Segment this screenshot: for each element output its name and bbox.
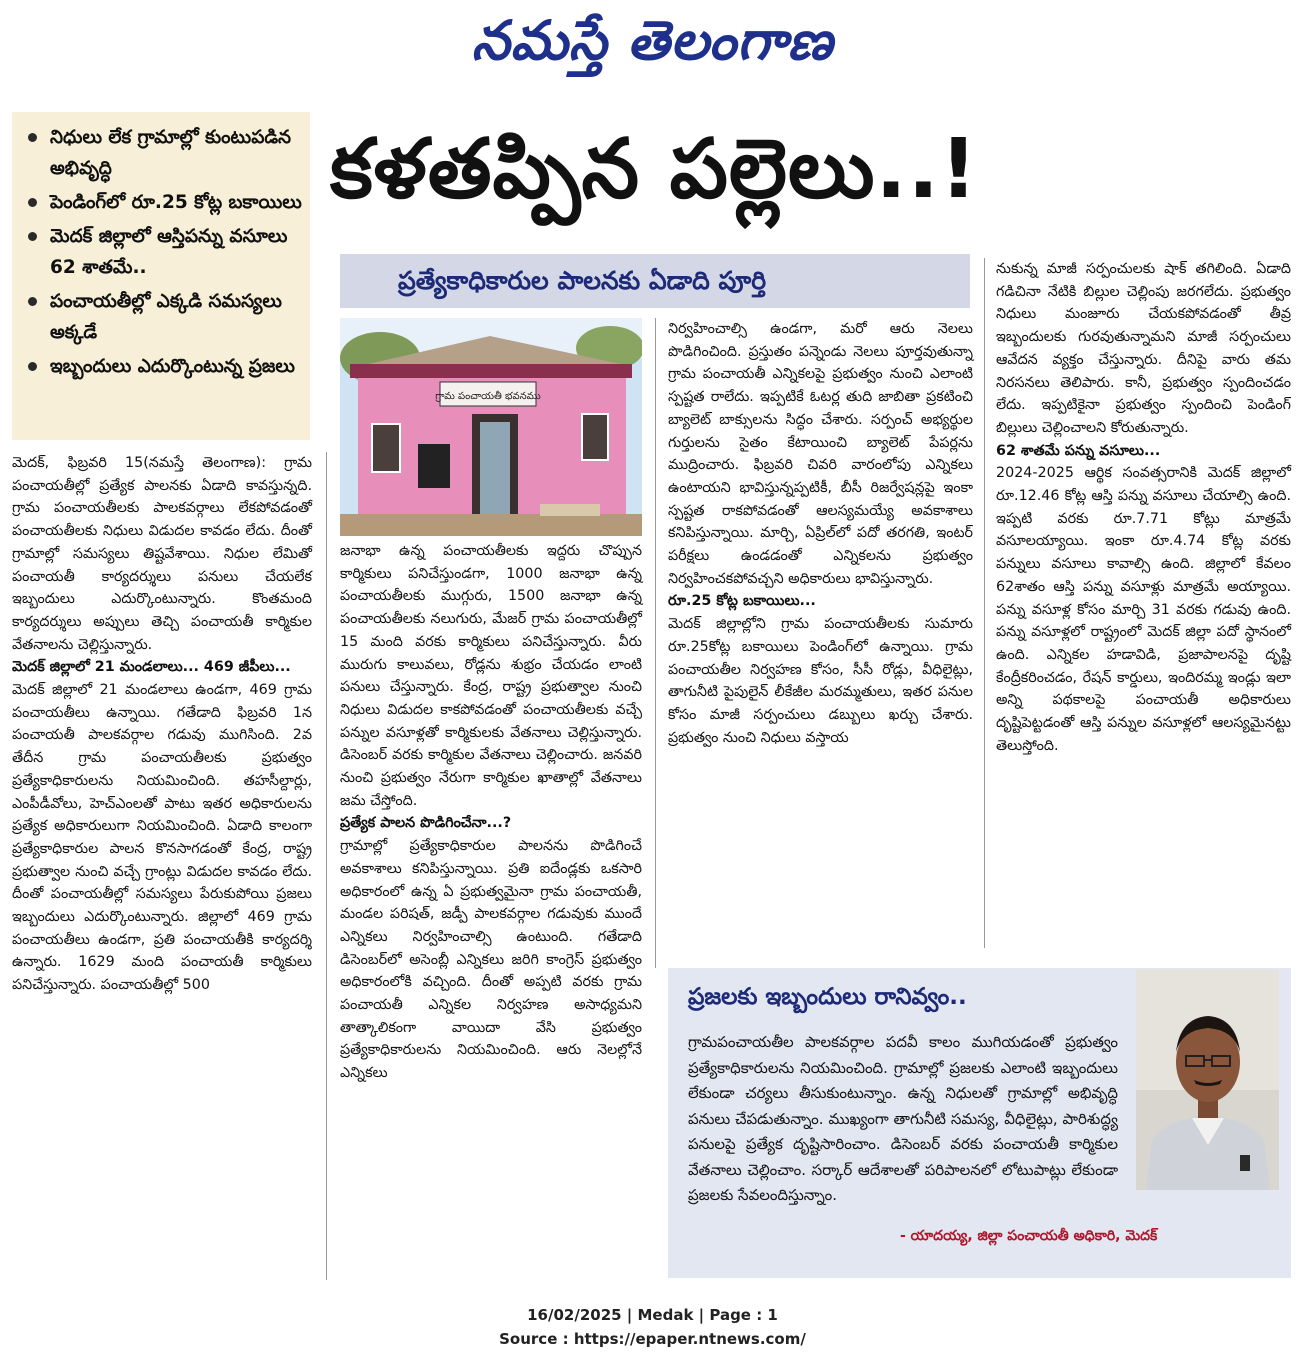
highlights-box	[12, 112, 310, 440]
edition-info: 16/02/2025 | Medak | Page : 1	[527, 1306, 778, 1324]
official-portrait-photo	[1136, 970, 1279, 1190]
section-subheading: 62 శాతమే పన్ను వసూలు...	[996, 442, 1161, 459]
bullet-dot-icon	[28, 198, 37, 207]
panchayat-building-photo	[340, 318, 642, 536]
paragraph: జనాభా ఉన్న పంచాయతీలకు ఇద్దరు చొప్పున కార్మికులు పనిచేస్తుండగా, 1000 జనాభా ఉన్న పంచాయతీలకు ముగ్గురు, 1500 జనాభా ఉన్న పంచాయతీలకు నలుగురు, మేజర్ గ్రామ పంచాయతీల్లో 15 మంది వరకు కార్మికులు పనిచేస్తున్నారు. వీరు మురుగు కాలువలు, రోడ్లను శుభ్రం చేయడం లాంటి పనులు చేస్తున్నారు. కేంద్ర, రాష్ట్ర ప్రభుత్వాల నుంచి నిధులు విడుదల కాకపోవడంతో పంచాయతీలకు వచ్చే పన్నుల వసూళ్లతో కార్మికులకు వేతనాలు చెల్లిస్తున్నారు. డిసెంబర్ వరకు కార్మికుల వేతనాలు చెల్లించారు. జనవరి నుంచి ప్రభుత్వం నేరుగా కార్మికుల ఖాతాల్లో వేతనాలు జమ చేస్తోంది.	[340, 543, 642, 809]
section-subheading: మెదక్ జిల్లాలో 21 మండలాలు... 469 జీపీలు...	[12, 659, 291, 676]
section-subheading: రూ.25 కోట్ల బకాయిలు...	[668, 593, 816, 610]
paragraph: మెదక్, ఫిబ్రవరి 15(నమస్తే తెలంగాణ): గ్రామ పంచాయతీల్లో ప్రత్యేక పాలనకు ఏడాది కావస్తున్నది. గ్రామ పంచాయతీలకు పాలకవర్గాలు లేకపోవడంతో పంచాయతీలకు నిధులు విడుదల కావడం లేదు. దీంతో గ్రామాల్లో సమస్యలు తిష్టవేశాయి. నిధుల లేమితో పంచాయతీ కార్యదర్శులు పనులు చేయలేక ఇబ్బందులు ఎదుర్కొంటున్నారు. కొంతమంది కార్యదర్శులు అప్పులు తెచ్చి పంచాయతీ కార్మికుల వేతనాలను చెల్లిస్తున్నారు.	[12, 455, 312, 653]
paragraph: మెదక్ జిల్లాల్లోని గ్రామ పంచాయతీలకు సుమారు రూ.25కోట్ల బకాయిలు పెండింగ్‌లో ఉన్నాయి. గ్రామ పంచాయతీల నిర్వహణ కోసం, సీసీ రోడ్లు, వీధిలైట్లు, తాగునీటి పైపులైన్ లీకేజీల మరమ్మతులు, ఇతర పనుల కోసం మాజీ సర్పంచులు డబ్బులు ఖర్చు చేశారు. ప్రభుత్వం నుంచి నిధులు వస్తాయ	[668, 616, 973, 746]
highlight-item: పెండింగ్‌లో రూ.25 కోట్ల బకాయిలు	[22, 187, 302, 218]
masthead: నమస్తే తెలంగాణ	[471, 8, 834, 72]
source-link[interactable]: Source : https://epaper.ntnews.com/	[499, 1330, 806, 1348]
headline: కళతప్పిన పల్లెలు..!	[330, 122, 979, 217]
bullet-dot-icon	[28, 232, 37, 241]
quote-title: ప్రజలకు ఇబ్బందులు రానివ్వం..	[688, 984, 967, 1010]
article-column-3	[668, 318, 973, 749]
bullet-dot-icon	[28, 362, 37, 371]
article-column-2	[340, 540, 642, 1085]
paragraph: నిర్వహించాల్సి ఉండగా, మరో ఆరు నెలలు పొడిగించింది. ప్రస్తుతం పన్నెండు నెలలు పూర్తవుతున్నా గ్రామ పంచాయతీ ఎన్నికలపై ప్రభుత్వం నుంచి ఎలాంటి స్పష్టత రాలేదు. ఇప్పటికే ఓటర్ల తుది జాబితా ప్రకటించి బ్యాలెట్ బాక్సులను సిద్ధం చేశారు. సర్పంచ్ అభ్యర్థుల గుర్తులను సైతం కేటాయించి బ్యాలెట్ పేపర్లను ముద్రించారు. ఫిబ్రవరి చివరి వారంలోపు ఎన్నికలు ఉంటాయని భావిస్తున్నప్పటికీ, బీసీ రిజర్వేషన్లపై ఇంకా స్పష్టత రాకపోవడంతో ఆలస్యమయ్యే అవకాశాలు కనిపిస్తున్నాయి. మార్చి, ఏప్రిల్‌లో పదో తరగతి, ఇంటర్ పరీక్షలు ఉండడంతో ఎన్నికలను ప్రభుత్వం నిర్వహించకపోవచ్చని అధికారులు భావిస్తున్నారు.	[668, 321, 973, 587]
highlight-item: పంచాయతీల్లో ఎక్కడి సమస్యలు అక్కడే	[22, 286, 302, 348]
highlight-item: ఇబ్బందులు ఎదుర్కొంటున్న ప్రజలు	[22, 351, 302, 382]
building-sign-text: గ్రామ పంచాయతీ భవనము	[435, 391, 541, 402]
paragraph: గ్రామాల్లో ప్రత్యేకాధికారుల పాలనను పొడిగించే అవకాశాలు కనిపిస్తున్నాయి. ప్రతి ఐదేండ్లకు ఒకసారి అధికారంలో ఉన్న ఏ ప్రభుత్వమైనా గ్రామ పంచాయతీ, మండల పరిషత్, జడ్పీ పాలకవర్గాల గడువుకు ముందే ఎన్నికలు నిర్వహించాల్సి ఉంటుంది. గతేడాది డిసెంబర్‌లో అసెంబ్లీ ఎన్నికలు జరిగి కాంగ్రెస్ ప్రభుత్వం అధికారంలోకి వచ్చింది. దీంతో అప్పటి వరకు గ్రామ పంచాయతీ ఎన్నికల నిర్వహణ అసాధ్యమని తాత్కాలికంగా వాయిదా వేసి ప్రభుత్వం ప్రత్యేకాధికారులను నియమించింది. ఆరు నెలల్లోనే ఎన్నికలు	[340, 838, 642, 1082]
highlight-item: మెదక్ జిల్లాలో ఆస్తిపన్ను వసూలు 62 శాతమే..	[22, 221, 302, 283]
section-subheading: ప్రత్యేక పాలన పొడిగించేనా...?	[340, 815, 512, 832]
paragraph: నుకున్న మాజీ సర్పంచులకు షాక్ తగిలింది. ఏడాది గడిచినా నేటికి బిల్లుల చెల్లింపు జరగలేదు. ప్రభుత్వం నిధులు మంజూరు చేయకపోవడంతో తీవ్ర ఇబ్బందులకు గురవుతున్నామని మాజీ సర్పంచులు ఆవేదన వ్యక్తం చేస్తున్నారు. దీనిపై వారు తమ నిరసనలు తెలిపారు. కానీ, ప్రభుత్వం స్పందించడం లేదు. ఇప్పటికైనా ప్రభుత్వం స్పందించి పెండింగ్ బిల్లులు చెల్లించాలని కోరుతున్నారు.	[996, 261, 1291, 436]
bullet-dot-icon	[28, 297, 37, 306]
subheadline: ప్రత్యేకాధికారుల పాలనకు ఏడాది పూర్తి	[340, 254, 970, 308]
quote-body: గ్రామపంచాయతీల పాలకవర్గాల పదవీ కాలం ముగియడంతో ప్రభుత్వం ప్రత్యేకాధికారులను నియమించింది. గ్రామాల్లో ప్రజలకు ఎలాంటి ఇబ్బందులు లేకుండా చర్యలు తీసుకుంటున్నాం. ఉన్న నిధులతో గ్రామాల్లో అభివృద్ధి పనులు చేపడుతున్నాం. ముఖ్యంగా తాగునీటి సమస్య, వీధిలైట్లు, పారిశుద్ధ్య పనులపై ప్రత్యేక దృష్టిసారించాం. డిసెంబర్ వరకు పంచాయతీ కార్మికుల వేతనాలు చెల్లించాం. సర్కార్ ఆదేశాలతో పరిపాలనలో లోటుపాట్లు లేకుండా ప్రజలకు సేవలందిస్తున్నాం.	[688, 1033, 1118, 1204]
highlight-item: నిధులు లేక గ్రామాల్లో కుంటుపడిన అభివృద్ధి	[22, 122, 302, 184]
quote-signature: - యాదయ్య, జిల్లా పంచాయతీ అధికారి, మెదక్	[900, 1228, 1158, 1244]
paragraph: 2024-2025 ఆర్థిక సంవత్సరానికి మెదక్ జిల్లాలో రూ.12.46 కోట్ల ఆస్తి పన్ను వసూలు చేయాల్సి ఉంది. ఇప్పటి వరకు రూ.7.71 కోట్లు మాత్రమే వసూలయ్యాయి. ఇంకా రూ.4.74 కోట్ల వరకు పన్నులు వసూలు కావాల్సి ఉంది. జిల్లాలో కేవలం 62శాతం ఆస్తి పన్ను వసూళ్లు మాత్రమే అయ్యాయి. పన్ను వసూళ్ల కోసం మార్చి 31 వరకు గడువు ఉంది. పన్ను వసూళ్లలో రాష్ట్రంలో మెదక్ జిల్లా పదో స్థానంలో ఉంది. ఎన్నికల హడావిడి, ప్రజాపాలనపై దృష్టి కేంద్రీకరించడం, రేషన్ కార్డులు, ఇందిరమ్మ ఇండ్లు ఇలా అన్ని పథకాలపై పంచాయతీ అధికారులు దృష్టిపెట్టడంతో ఆస్తి పన్నుల వసూళ్లలో ఆలస్యమైనట్టు తెలుస్తోంది.	[996, 465, 1291, 754]
paragraph: మెదక్ జిల్లాలో 21 మండలాలు ఉండగా, 469 గ్రామ పంచాయతీలు ఉన్నాయి. గతేడాది ఫిబ్రవరి 1న పంచాయతీ పాలకవర్గాల గడువు ముగిసింది. 2వ తేదీన గ్రామ పంచాయతీలకు ప్రభుత్వం ప్రత్యేకాధికారులను నియమించింది. తహసీల్దార్లు, ఎంపీడీవోలు, హెచ్ఎంలతో పాటు ఇతర అధికారులను ప్రత్యేక అధికారులుగా నియమించింది. ఏడాది కాలంగా ప్రత్యేకాధికారుల పాలన కొనసాగడంతో కేంద్ర, రాష్ట్ర ప్రభుత్వాల నుంచి వచ్చే గ్రాంట్లు విడుదల కావడం లేదు. దీంతో పంచాయతీల్లో సమస్యలు పేరుకుపోయి ప్రజలు ఇబ్బందులు ఎదుర్కొంటున్నారు. జిల్లాలో 469 గ్రామ పంచాయతీలు ఉండగా, ప్రతి పంచాయతీకి కార్యదర్శి ఉన్నారు. 1629 మంది పంచాయతీ కార్మికులు పనిచేస్తున్నారు. పంచాయతీల్లో 500	[12, 682, 312, 994]
bullet-dot-icon	[28, 133, 37, 142]
article-column-1	[12, 452, 312, 997]
article-column-4	[996, 258, 1291, 757]
